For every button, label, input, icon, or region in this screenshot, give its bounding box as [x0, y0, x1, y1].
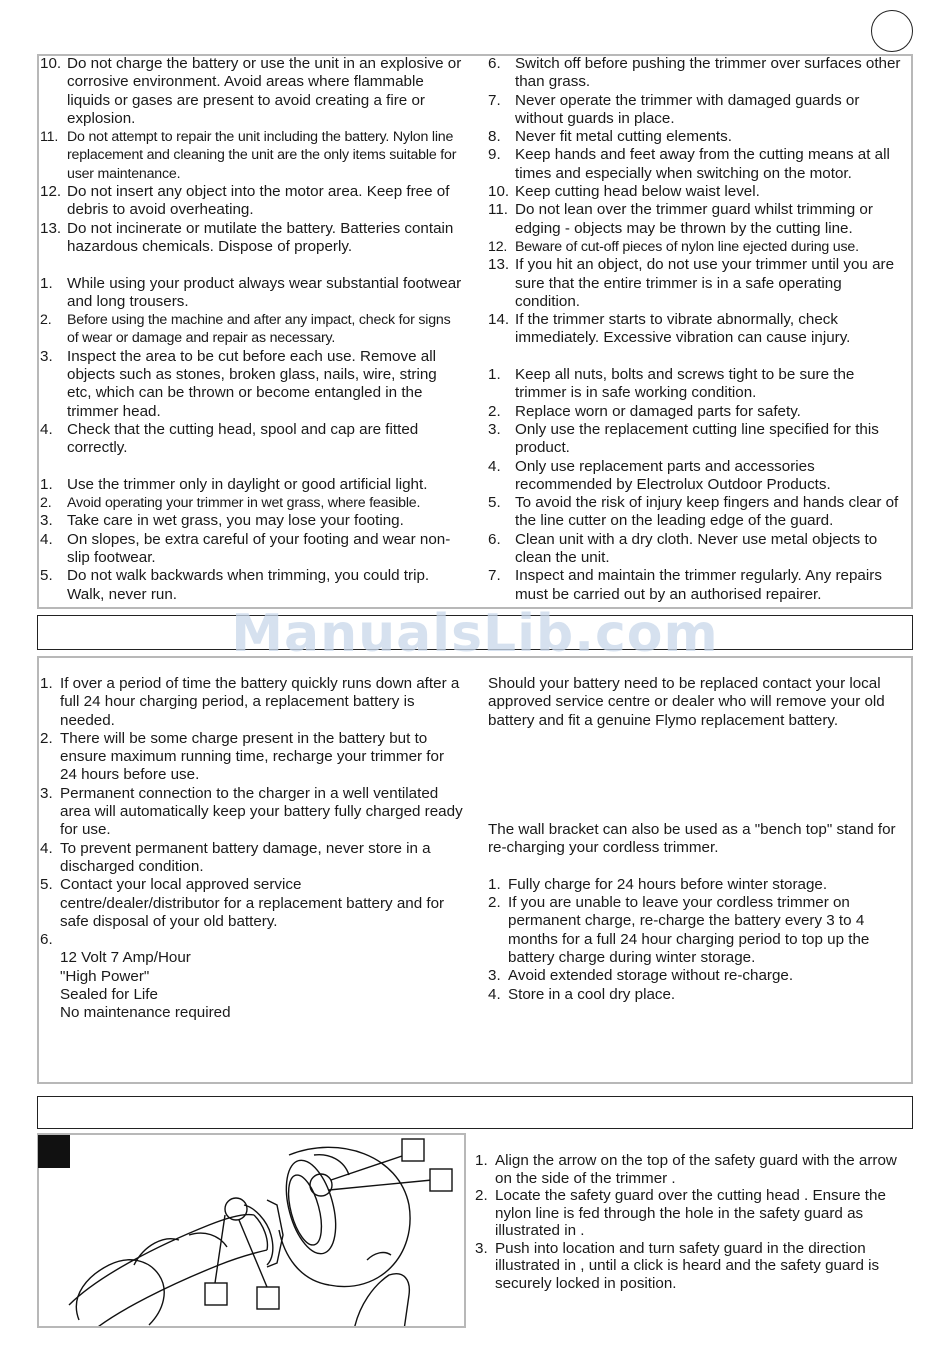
- list-item-number: 2.: [40, 729, 53, 747]
- list-item-number: 3.: [488, 967, 501, 985]
- list-item-text: Inspect the area to be cut before each use. Remove all objects such as stones, broken glass, nails, wire, string etc, which can be thrown or become entangled in the trimmer head.: [67, 347, 437, 420]
- list-item-number: 11.: [488, 201, 508, 219]
- list-item-text: Permanent connection to the charger in a well ventilated area will automatically keep your battery fully charged ready for use.: [60, 784, 463, 839]
- list-item: [488, 311, 908, 348]
- list-item-number: 6.: [488, 55, 501, 72]
- list-item-text: Locate the safety guard over the cutting head . Ensure the nylon line is fed through the hole in the safety guard as illustrated in .: [495, 1187, 886, 1239]
- battery-spec-line: Sealed for Life: [60, 986, 158, 1004]
- list-item-text: Contact your local approved service centre/dealer/distributor for a replacement battery and for safe disposal of your old battery.: [60, 876, 445, 930]
- list-item: [488, 421, 908, 458]
- trimmer-guard-illustration: [39, 1135, 466, 1328]
- page-number-circle: [871, 10, 913, 52]
- list-item-number: 3.: [40, 347, 53, 365]
- list-item: [488, 967, 908, 985]
- list-item-number: 4.: [40, 420, 53, 438]
- list-item-text: Use the trimmer only in daylight or good artificial light.: [67, 475, 428, 493]
- list-item-text: Avoid extended storage without re-charge.: [508, 967, 794, 985]
- list-item-number: 2.: [475, 1187, 488, 1204]
- list-item-number: 13.: [488, 256, 510, 274]
- list-item-text: Store in a cool dry place.: [508, 985, 676, 1003]
- list-item-text: To prevent permanent battery damage, never store in a discharged condition.: [60, 839, 431, 875]
- list-item-number: 10.: [40, 55, 62, 72]
- list-item: [40, 730, 465, 785]
- list-item-text: Only use replacement parts and accessories recommended by Electrolux Outdoor Products.: [515, 457, 831, 493]
- list-item: [40, 840, 465, 877]
- list-item: [40, 128, 465, 183]
- list-item-number: 2.: [488, 402, 501, 420]
- list-item-text: Keep hands and feet away from the cutting means at all times and especially when switching on the motor.: [515, 146, 890, 182]
- list-item-text: Clean unit with a dry cloth. Never use metal objects to clean the unit.: [515, 530, 878, 567]
- list-item-number: 3.: [488, 420, 501, 438]
- list-item-number: 7.: [488, 91, 501, 109]
- list-item: [475, 1152, 905, 1187]
- battery-right-column: [488, 675, 908, 1004]
- list-item-text: Beware of cut-off pieces of nylon line ejected during use.: [515, 238, 859, 255]
- list-item-text: [60, 931, 465, 949]
- list-item: [488, 201, 908, 238]
- list-item-text: Align the arrow on the top of the safety guard with the arrow on the side of the trimmer .: [495, 1152, 897, 1187]
- list-item: [488, 366, 908, 403]
- list-item: [488, 494, 908, 531]
- list-item-number: 9.: [488, 146, 501, 164]
- list-item-text: Do not lean over the trimmer guard whilst trimming or edging - objects may be thrown by the cutting line.: [515, 201, 873, 237]
- list-item: [40, 220, 465, 257]
- list-item-number: 1.: [488, 366, 501, 384]
- list-item: [40, 512, 465, 530]
- list-item-number: 5.: [40, 876, 53, 894]
- list-item-number: 14.: [488, 311, 510, 329]
- list-item-number: 1.: [475, 1152, 488, 1169]
- list-item-text: Avoid operating your trimmer in wet grass, where feasible.: [67, 495, 421, 512]
- list-item: [40, 931, 465, 949]
- list-item-text: If over a period of time the battery quickly runs down after a full 24 hour charging period, a replacement battery is needed.: [60, 675, 460, 729]
- list-item-text: On slopes, be extra careful of your footing and wear non-slip footwear.: [67, 530, 451, 567]
- list-item: [40, 876, 465, 931]
- safety-right-column: [488, 55, 908, 604]
- list-item: [488, 567, 908, 604]
- list-item: [40, 275, 465, 312]
- list-item-number: 1.: [488, 875, 501, 893]
- list-item: [40, 785, 465, 840]
- list-item: [475, 1240, 905, 1293]
- list-item: [40, 348, 465, 421]
- list-item: [488, 128, 908, 146]
- list-item: [488, 238, 908, 256]
- list-item-text: Only use the replacement cutting line specified for this product.: [515, 420, 879, 457]
- list-item-number: 8.: [488, 128, 501, 146]
- list-item: [488, 92, 908, 129]
- list-item-text: Do not attempt to repair the unit including the battery. Nylon line replacement and cleaning the unit are the only items suitable for user maintenance.: [67, 129, 457, 182]
- battery-spec-line: "High Power": [60, 967, 150, 985]
- list-item-number: 3.: [40, 512, 53, 530]
- list-item: [40, 421, 465, 458]
- list-item-number: 13.: [40, 219, 62, 237]
- list-item-text: Do not charge the battery or use the unit in an explosive or corrosive environment. Avoid areas where flammable liquids or gases are present to avoid creating a fire or explosion.: [67, 55, 462, 127]
- list-item-text: There will be some charge present in the battery but to ensure maximum running time, recharge your trimmer for 24 hours before use.: [60, 729, 445, 784]
- list-item: [40, 183, 465, 220]
- list-item: [40, 675, 465, 730]
- list-item: [40, 531, 465, 568]
- list-item-text: Never fit metal cutting elements.: [515, 128, 732, 146]
- list-item-text: Keep all nuts, bolts and screws tight to be sure the trimmer is in safe working condition.: [515, 366, 855, 402]
- list-item-text: Before using the machine and after any impact, check for signs of wear or damage and repair as necessary.: [67, 312, 451, 347]
- list-item: [40, 311, 465, 348]
- battery-left-column: [40, 675, 465, 1023]
- list-item-number: 1.: [40, 274, 53, 292]
- list-item-number: 2.: [40, 312, 52, 329]
- list-item-number: 4.: [40, 839, 53, 857]
- list-item-number: 5.: [488, 494, 501, 512]
- list-item-number: 3.: [40, 784, 53, 802]
- list-item-text: Fully charge for 24 hours before winter storage.: [508, 875, 828, 893]
- list-item: [488, 531, 908, 568]
- list-item-number: 4.: [488, 985, 501, 1003]
- list-item-text: Inspect and maintain the trimmer regularly. Any repairs must be carried out by an authorised repairer.: [515, 567, 882, 603]
- list-item-text: Switch off before pushing the trimmer over surfaces other than grass.: [515, 55, 901, 91]
- list-item-number: 12.: [488, 238, 508, 255]
- figure-label-tag: [38, 1135, 70, 1168]
- list-item-text: Take care in wet grass, you may lose your footing.: [67, 512, 404, 530]
- list-item-text: Replace worn or damaged parts for safety.: [515, 402, 801, 420]
- assembly-figure: [37, 1133, 466, 1328]
- assembly-steps-column: [475, 1152, 905, 1292]
- list-item-text: Do not insert any object into the motor area. Keep free of debris to avoid overheating.: [67, 183, 450, 219]
- list-item-text: If the trimmer starts to vibrate abnormally, check immediately. Excessive vibration can cause injury.: [515, 311, 851, 347]
- section-heading-bar-assembly: [37, 1096, 913, 1129]
- list-item-number: 1.: [40, 675, 53, 692]
- list-item-text: Do not walk backwards when trimming, you could trip. Walk, never run.: [67, 567, 430, 603]
- list-item-text: Do not incinerate or mutilate the battery. Batteries contain hazardous chemicals. Dispose of properly.: [67, 219, 454, 255]
- list-item-number: 10.: [488, 183, 510, 201]
- list-item: [40, 476, 465, 494]
- wall-bracket-text: The wall bracket can also be used as a "bench top" stand for re-charging your cordless trimmer.: [488, 820, 896, 857]
- list-item-text: If you are unable to leave your cordless trimmer on permanent charge, re-charge the battery every 3 to 4 months for a full 24 hour charging period to top up the battery charge during winter storage.: [508, 894, 870, 966]
- list-item-number: 4.: [488, 457, 501, 475]
- list-item: [488, 183, 908, 201]
- list-item-text: While using your product always wear substantial footwear and long trousers.: [67, 274, 462, 310]
- list-item: [475, 1187, 905, 1240]
- list-item: [488, 403, 908, 421]
- battery-spec-line: No maintenance required: [60, 1004, 231, 1022]
- list-item-text: Push into location and turn safety guard in the direction illustrated in , until a click is heard and the safety guard is securely locked in position.: [495, 1239, 880, 1292]
- storage-list: [488, 876, 908, 1004]
- list-item-number: 4.: [40, 530, 53, 548]
- list-item-text: To avoid the risk of injury keep fingers and hands clear of the line cutter on the leading edge of the guard.: [515, 494, 899, 530]
- list-item: [488, 146, 908, 183]
- list-item-text: Keep cutting head below waist level.: [515, 183, 760, 201]
- list-item: [40, 494, 465, 512]
- watermark: ManualsLib.com: [231, 604, 719, 664]
- list-item-number: 1.: [40, 475, 53, 493]
- safety-left-column: [40, 55, 465, 604]
- battery-spec-line: 12 Volt 7 Amp/Hour: [60, 949, 191, 967]
- list-item-number: 6.: [488, 530, 501, 548]
- list-item-number: 7.: [488, 567, 501, 585]
- list-item-text: If you hit an object, do not use your trimmer until you are sure that the entire trimmer is in a safe operating condition.: [515, 256, 895, 310]
- list-item-number: 2.: [488, 894, 501, 912]
- list-item: [488, 55, 908, 92]
- list-item: [488, 986, 908, 1004]
- battery-replacement-text: Should your battery need to be replaced contact your local approved service centre or dealer who will remove your old battery and fit a genuine Flymo replacement battery.: [488, 675, 885, 729]
- list-item: [40, 55, 465, 128]
- list-item: [488, 894, 908, 967]
- list-item: [488, 256, 908, 311]
- list-item: [488, 458, 908, 495]
- list-item-number: 6.: [40, 931, 53, 949]
- list-item-text: Check that the cutting head, spool and cap are fitted correctly.: [67, 420, 419, 457]
- list-item: [488, 876, 908, 894]
- list-item-text: Never operate the trimmer with damaged guards or without guards in place.: [515, 91, 860, 127]
- list-item-number: 2.: [40, 495, 52, 512]
- list-item-number: 3.: [475, 1239, 488, 1257]
- list-item-number: 5.: [40, 567, 53, 585]
- list-item-number: 11.: [40, 129, 59, 146]
- list-item-number: 12.: [40, 183, 62, 201]
- list-item: [40, 567, 465, 604]
